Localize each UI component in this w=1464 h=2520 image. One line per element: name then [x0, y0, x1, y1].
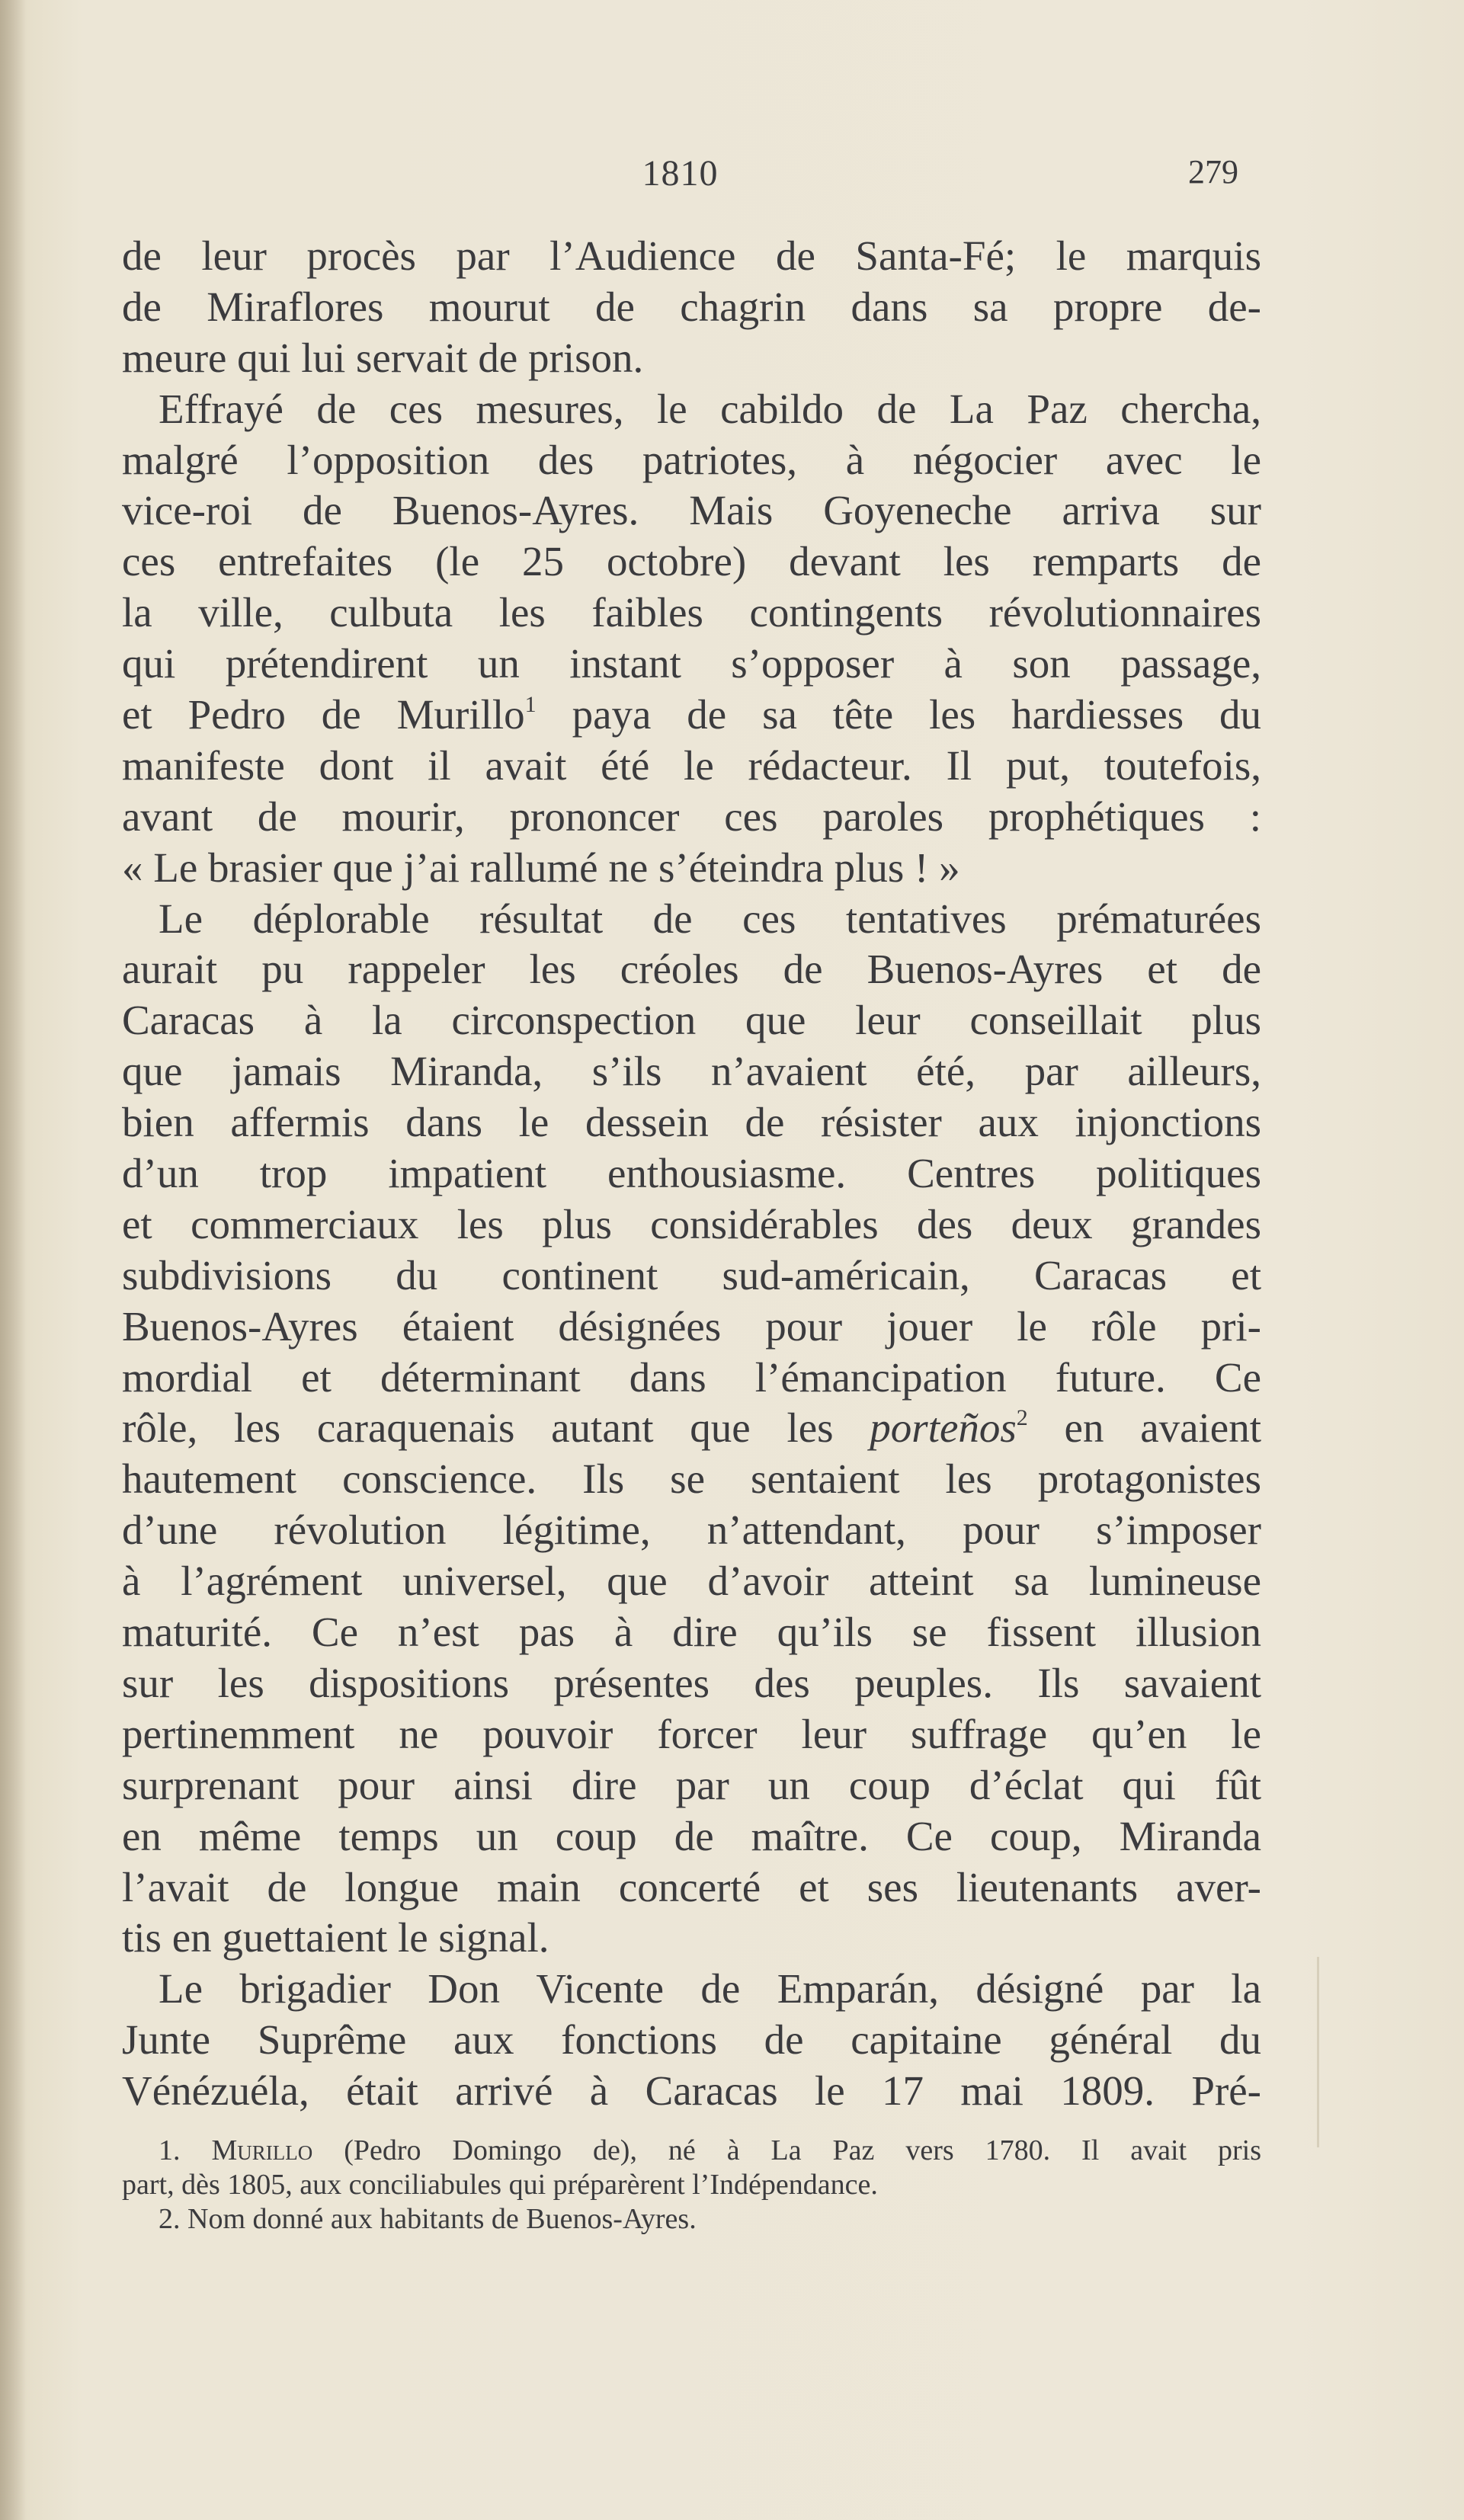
text-line: manifeste dont il avait été le rédacteur. Il put, toutefois,	[122, 741, 1261, 789]
footnote-line	[122, 2202, 1261, 2237]
text-line: maturité. Ce n’est pas à dire qu’ils se fissent illusion	[122, 1609, 1261, 1656]
text-line: Vénézuéla, était arrivé à Caracas le 17 mai 1809. Pré-	[122, 2067, 1261, 2115]
footnote-number: 2.	[159, 2203, 181, 2235]
page-number: 279	[1188, 153, 1238, 191]
text-line: Le brigadier Don Vicente de Emparán, désigné par la	[159, 1965, 1261, 2012]
footnote-text: (Pedro Domingo de), né à La Paz vers 1780. Il avait pris	[344, 2134, 1261, 2166]
text-line: Le déplorable résultat de ces tentatives prématurées	[159, 895, 1261, 942]
page-header	[122, 152, 1238, 198]
text-segment: rôle, les caraquenais autant que les	[122, 1404, 834, 1452]
text-line: surprenant pour ainsi dire par un coup d’éclat qui fût	[122, 1761, 1261, 1808]
text-line: que jamais Miranda, s’ils n’avaient été, par ailleurs,	[122, 1048, 1261, 1095]
text-line: en même temps un coup de maître. Ce coup, Miranda	[122, 1812, 1261, 1859]
text-line: Junte Suprême aux fonctions de capitaine général du	[122, 2016, 1261, 2064]
footnotes	[122, 2134, 1261, 2237]
text-line: Effrayé de ces mesures, le cabildo de La Paz chercha,	[159, 385, 1261, 432]
text-line: avant de mourir, prononcer ces paroles prophétiques :	[122, 793, 1261, 840]
footnote-name: Murillo	[211, 2134, 313, 2166]
text-line: sur les dispositions présentes des peuples. Ils savaient	[122, 1659, 1261, 1706]
text-line: d’un trop impatient enthousiasme. Centres politiques	[122, 1150, 1261, 1197]
text-line: bien affermis dans le dessein de résister aux injonctions	[122, 1099, 1261, 1146]
text-line	[122, 1403, 1261, 1454]
footnote-ref-1: 1	[524, 692, 537, 718]
text-segment: et Pedro de Murillo	[122, 691, 525, 738]
text-segment: paya de sa tête les hardiesses du	[572, 691, 1261, 738]
text-line	[122, 690, 1261, 741]
text-line: vice-roi de Buenos-Ayres. Mais Goyeneche arriva sur	[122, 487, 1261, 534]
text-line: meure qui lui servait de prison.	[122, 334, 644, 381]
italic-term: porteños	[870, 1404, 1017, 1452]
text-line: et commerciaux les plus considérables des deux grandes	[122, 1200, 1261, 1247]
text-line: pertinemment ne pouvoir forcer leur suffrage qu’en le	[122, 1710, 1261, 1757]
footnote-number: 1.	[159, 2134, 181, 2166]
text-line: tis en guettaient le signal.	[122, 1914, 549, 1961]
text-line: « Le brasier que j’ai rallumé ne s’éteindra plus ! »	[122, 844, 960, 891]
text-line: subdivisions du continent sud-américain, Caracas et	[122, 1251, 1261, 1298]
text-line: aurait pu rappeler les créoles de Buenos-Ayres et de	[122, 946, 1261, 993]
text-line: la ville, culbuta les faibles contingents révolutionnaires	[122, 589, 1261, 636]
footnote-line	[122, 2134, 1261, 2168]
text-line: mordial et déterminant dans l’émancipation future. Ce	[122, 1353, 1261, 1401]
text-line: d’une révolution légitime, n’attendant, pour s’imposer	[122, 1507, 1261, 1554]
text-line: à l’agrément universel, que d’avoir atteint sa lumineuse	[122, 1558, 1261, 1605]
body-text	[122, 231, 1261, 2117]
text-segment: en avaient	[1064, 1404, 1261, 1452]
text-line: l’avait de longue main concerté et ses lieutenants aver-	[122, 1863, 1261, 1910]
footnote-text: Nom donné aux habitants de Buenos-Ayres.	[187, 2203, 697, 2235]
footnote-ref-2: 2	[1016, 1405, 1028, 1431]
spine-shadow	[0, 0, 26, 2520]
text-line: Caracas à la circonspection que leur conseillait plus	[122, 997, 1261, 1044]
text-line: qui prétendirent un instant s’opposer à son passage,	[122, 640, 1261, 687]
margin-mark	[1317, 1957, 1319, 2147]
text-line: de leur procès par l’Audience de Santa-Fé; le marquis	[122, 232, 1261, 279]
running-head: 1810	[642, 153, 719, 194]
text-line: de Miraflores mourut de chagrin dans sa propre de-	[122, 283, 1261, 330]
text-line: Buenos-Ayres étaient désignées pour jouer le rôle pri-	[122, 1302, 1261, 1350]
text-line: hautement conscience. Ils se sentaient les protagonistes	[122, 1455, 1261, 1503]
text-line: ces entrefaites (le 25 octobre) devant les remparts de	[122, 538, 1261, 585]
footnote-line: part, dès 1805, aux conciliabules qui préparèrent l’Indépendance.	[122, 2169, 878, 2201]
text-line: malgré l’opposition des patriotes, à négocier avec le	[122, 436, 1261, 483]
